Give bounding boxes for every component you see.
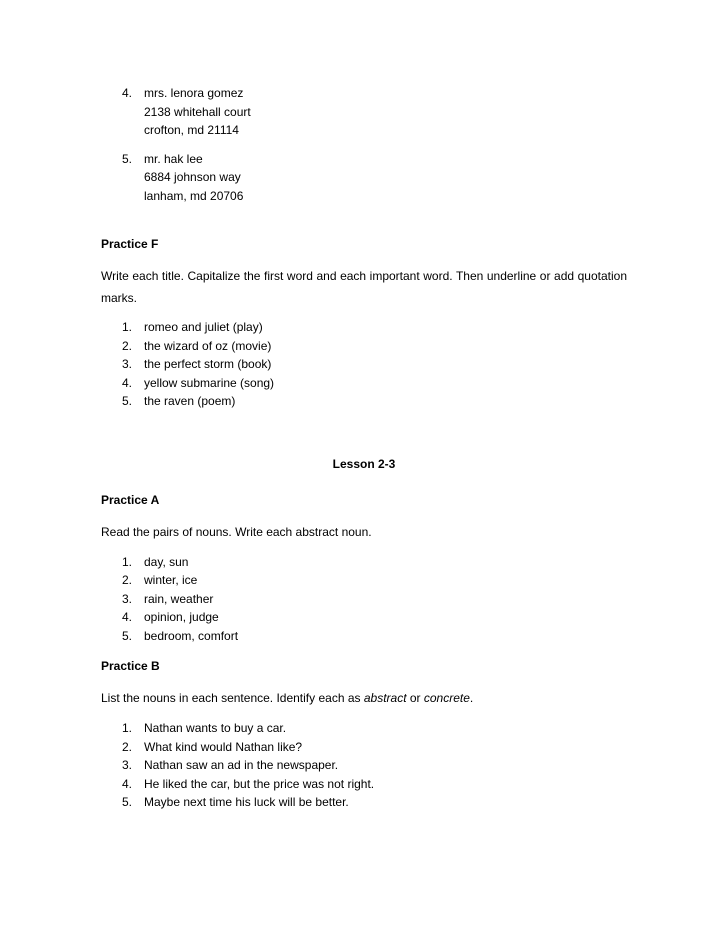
practice-a-list — [101, 553, 627, 646]
practice-f-instruction: Write each title. Capitalize the first word and each important word. Then underline or add quotation marks. — [101, 269, 627, 305]
list-item-text: the raven (poem) — [144, 394, 236, 408]
list-number: 5. — [122, 628, 133, 643]
list-number: 3. — [122, 591, 133, 606]
list-item — [101, 608, 627, 627]
list-item-text: He liked the car, but the price was not right. — [144, 776, 375, 791]
practice-b-instruction — [101, 687, 627, 709]
address-street: 2138 whitehall court — [144, 104, 251, 119]
list-number: 2. — [122, 573, 133, 587]
list-item — [101, 553, 627, 572]
list-item-text: the wizard of oz (movie) — [144, 338, 272, 353]
instruction-italic-concrete: concrete — [423, 691, 470, 705]
list-item-text: Maybe next time his luck will be better. — [144, 795, 349, 809]
list-number: 4. — [122, 610, 133, 624]
list-number: 5. — [122, 394, 133, 408]
list-item-text: yellow submarine (song) — [144, 375, 275, 390]
list-item — [101, 775, 627, 794]
practice-b-heading: Practice B — [101, 659, 160, 673]
practice-f-list — [101, 318, 627, 411]
list-item-text: What kind would Nathan like? — [144, 739, 303, 754]
list-number: 1. — [122, 721, 133, 735]
list-item — [101, 590, 627, 609]
address-city: lanham, md 20706 — [144, 188, 244, 203]
list-item-text: Nathan wants to buy a car. — [144, 721, 287, 735]
list-item-text: Nathan saw an ad in the newspaper. — [144, 758, 339, 772]
instruction-text: List the nouns in each sentence. Identify each as — [101, 691, 364, 705]
list-number: 5. — [122, 795, 133, 809]
list-item-text: day, sun — [144, 554, 189, 569]
list-item-text: bedroom, comfort — [144, 628, 239, 643]
instruction-text: or — [406, 691, 424, 705]
lesson-title: Lesson 2-3 — [332, 456, 396, 471]
list-number: 1. — [122, 554, 133, 569]
list-item-text: winter, ice — [144, 573, 198, 587]
practice-f-heading: Practice F — [101, 237, 159, 251]
list-item — [101, 318, 627, 337]
list-item — [101, 355, 627, 374]
instruction-text: . — [469, 691, 474, 705]
list-number: 2. — [122, 739, 133, 754]
list-item — [101, 793, 627, 812]
address-city: crofton, md 21114 — [144, 123, 239, 137]
practice-a-heading: Practice A — [101, 492, 160, 507]
list-item-text: rain, weather — [144, 591, 214, 606]
address-item — [101, 150, 627, 206]
list-number: 5. — [122, 151, 133, 166]
list-number: 4. — [122, 776, 133, 791]
list-item — [101, 392, 627, 411]
list-number: 4. — [122, 375, 133, 390]
list-item-text: opinion, judge — [144, 610, 219, 624]
address-name: mr. hak lee — [144, 151, 203, 166]
practice-a-instruction: Read the pairs of nouns. Write each abstract noun. — [101, 524, 372, 539]
practice-b-list — [101, 719, 627, 812]
list-item — [101, 571, 627, 590]
list-number: 3. — [122, 758, 133, 772]
list-number: 3. — [122, 357, 133, 371]
list-number: 2. — [122, 338, 133, 353]
address-name: mrs. lenora gomez — [144, 86, 244, 100]
list-item — [101, 374, 627, 393]
list-number: 4. — [122, 86, 133, 100]
address-street: 6884 johnson way — [144, 170, 241, 184]
list-item — [101, 337, 627, 356]
list-item — [101, 738, 627, 757]
list-item-text: romeo and juliet (play) — [144, 320, 263, 334]
address-list — [101, 84, 627, 205]
list-number: 1. — [122, 320, 133, 334]
list-item — [101, 756, 627, 775]
instruction-italic-abstract: abstract — [363, 691, 407, 705]
address-item — [101, 84, 627, 140]
list-item — [101, 627, 627, 646]
list-item-text: the perfect storm (book) — [144, 357, 272, 371]
document-content — [101, 84, 627, 812]
list-item — [101, 719, 627, 738]
